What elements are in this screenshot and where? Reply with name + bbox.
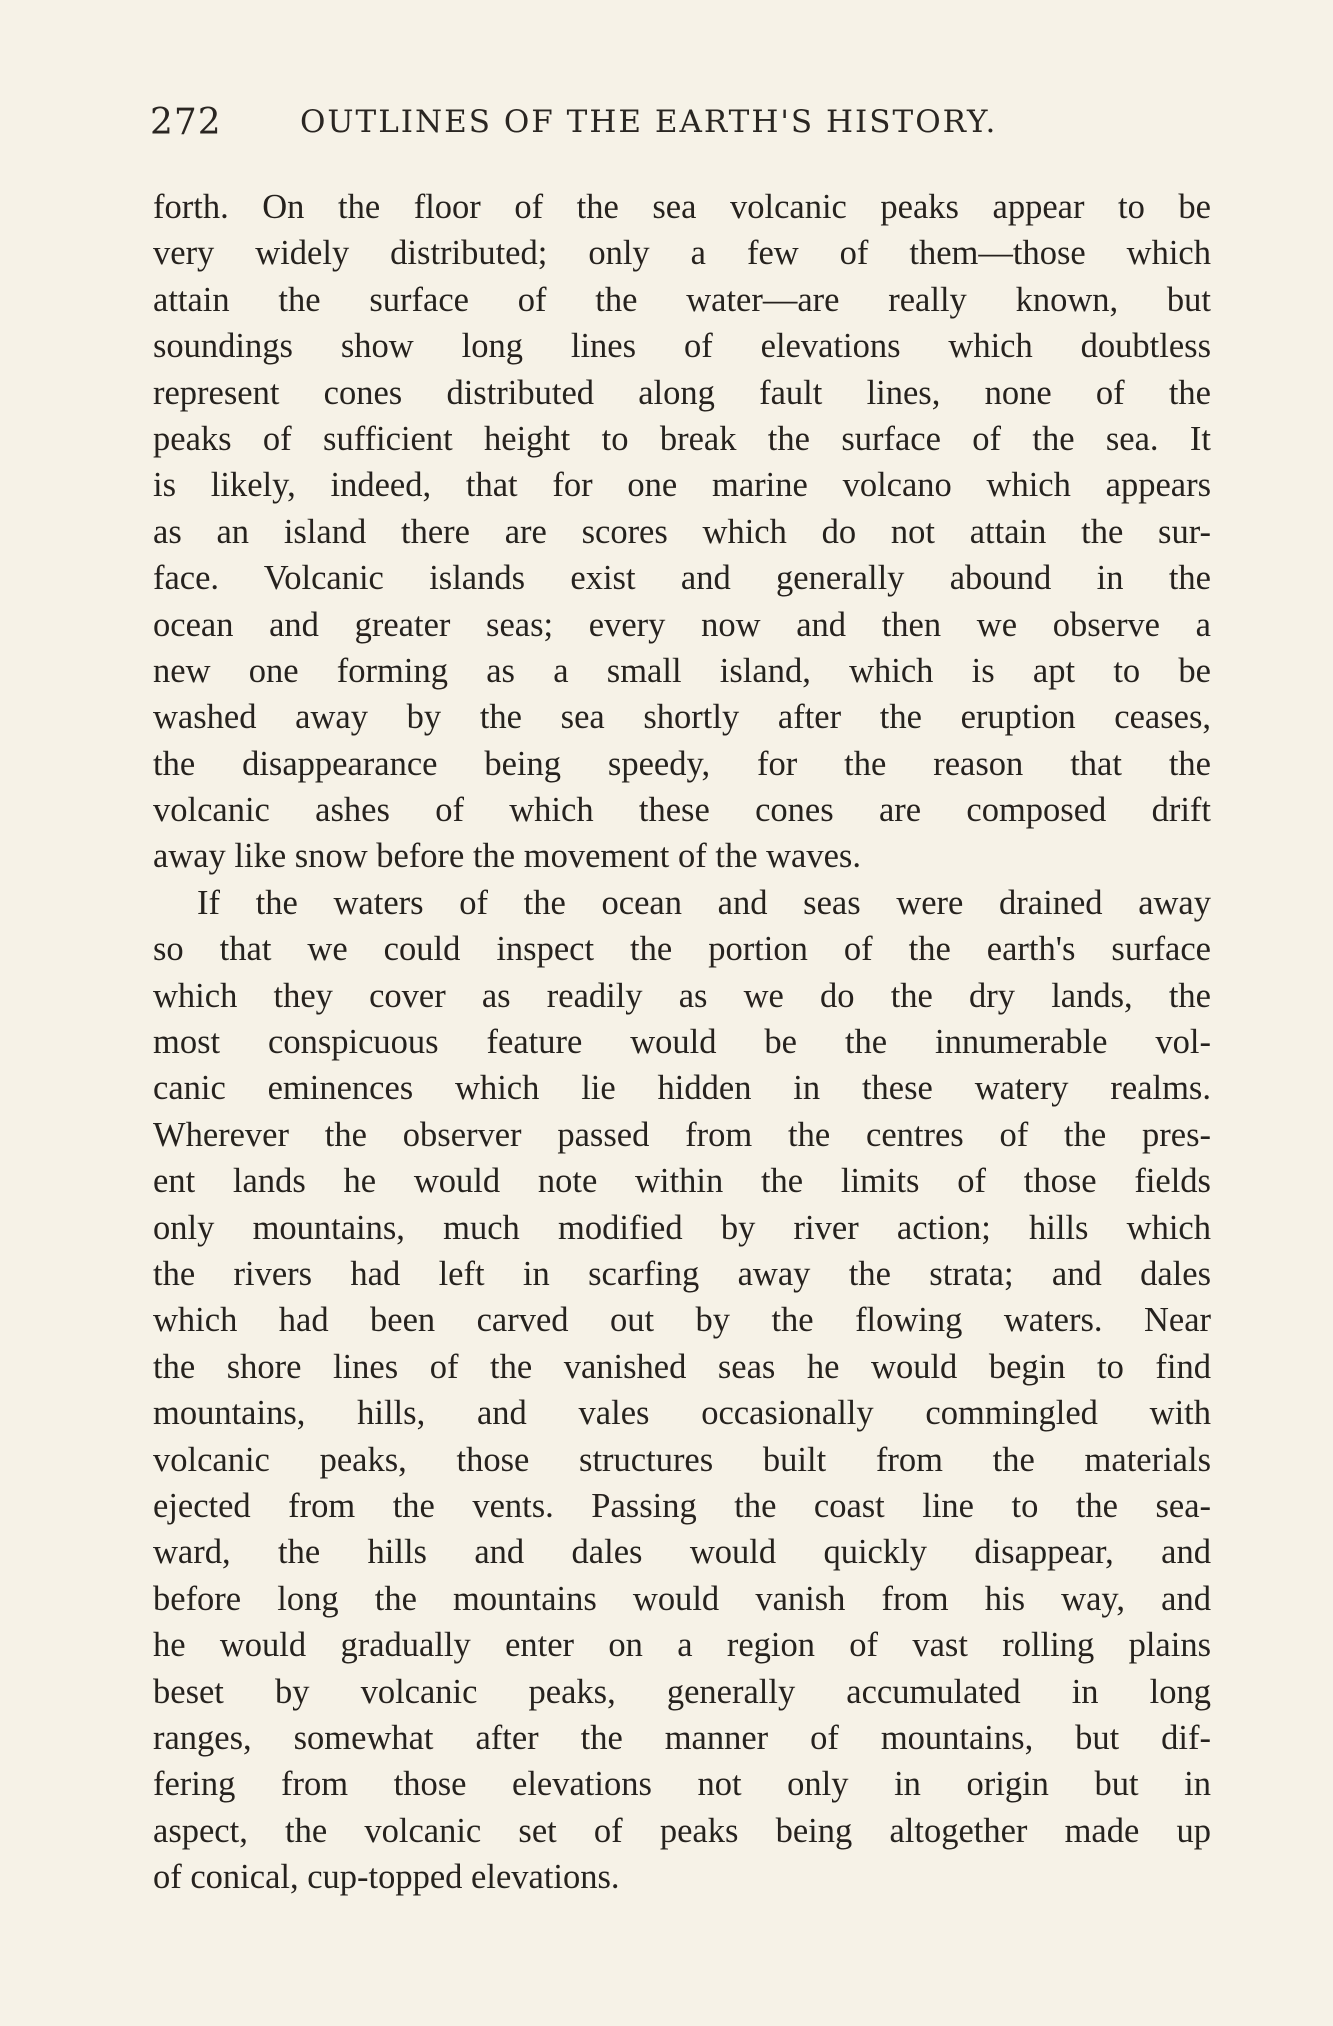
text-line: peaks of sufficient height to break the surface of the sea. It — [153, 419, 1211, 458]
page-header — [150, 96, 1210, 150]
text-line: washed away by the sea shortly after the eruption ceases, — [153, 698, 1211, 737]
text-line: beset by volcanic peaks, generally accumulated in long — [153, 1672, 1211, 1711]
text-line: Wherever the observer passed from the centres of the pres- — [153, 1115, 1211, 1154]
paragraph-1 — [153, 184, 1211, 880]
text-line: as an island there are scores which do not attain the sur- — [153, 512, 1211, 551]
text-line: fering from those elevations not only in origin but in — [153, 1765, 1211, 1804]
text-line: very widely distributed; only a few of them—those which — [153, 234, 1211, 273]
text-line: face. Volcanic islands exist and generally abound in the — [153, 559, 1211, 598]
paragraph-2 — [153, 880, 1211, 1901]
text-line: which had been carved out by the flowing waters. Near — [153, 1301, 1211, 1340]
text-line: ward, the hills and dales would quickly disappear, and — [153, 1533, 1211, 1572]
text-line: away like snow before the movement of the waves. — [153, 837, 861, 876]
running-head: OUTLINES OF THE EARTH'S HISTORY. — [300, 104, 998, 140]
text-line: new one forming as a small island, which is apt to be — [153, 651, 1211, 690]
text-line: the rivers had left in scarfing away the strata; and dales — [153, 1254, 1211, 1293]
text-line: soundings show long lines of elevations which doubtless — [153, 327, 1211, 366]
text-line: volcanic ashes of which these cones are composed drift — [153, 791, 1211, 830]
text-line: attain the surface of the water—are really known, but — [153, 280, 1211, 319]
text-line: the shore lines of the vanished seas he would begin to find — [153, 1347, 1211, 1386]
text-line: of conical, cup-topped elevations. — [153, 1858, 620, 1897]
text-line: mountains, hills, and vales occasionally commingled with — [153, 1394, 1211, 1433]
text-line: before long the mountains would vanish from his way, and — [153, 1579, 1211, 1618]
text-line: most conspicuous feature would be the innumerable vol- — [153, 1023, 1211, 1062]
text-line: If the waters of the ocean and seas were drained away — [197, 883, 1211, 922]
text-line: is likely, indeed, that for one marine volcano which appears — [153, 466, 1211, 505]
page-number: 272 — [150, 102, 222, 143]
text-line: he would gradually enter on a region of vast rolling plains — [153, 1626, 1211, 1665]
text-line: ocean and greater seas; every now and then we observe a — [153, 605, 1211, 644]
text-line: ent lands he would note within the limits of those fields — [153, 1162, 1211, 1201]
text-line: volcanic peaks, those structures built from the materials — [153, 1440, 1211, 1479]
text-line: only mountains, much modified by river action; hills which — [153, 1208, 1211, 1247]
text-line: ejected from the vents. Passing the coast line to the sea- — [153, 1486, 1211, 1525]
text-line: ranges, somewhat after the manner of mountains, but dif- — [153, 1718, 1211, 1757]
text-line: which they cover as readily as we do the dry lands, the — [153, 976, 1211, 1015]
text-line: the disappearance being speedy, for the reason that the — [153, 744, 1211, 783]
body-text — [153, 184, 1211, 1900]
text-line: aspect, the volcanic set of peaks being altogether made up — [153, 1811, 1211, 1850]
text-line: represent cones distributed along fault lines, none of the — [153, 373, 1211, 412]
text-line: so that we could inspect the portion of the earth's surface — [153, 930, 1211, 969]
text-line: forth. On the floor of the sea volcanic peaks appear to be — [153, 188, 1211, 226]
text-line: canic eminences which lie hidden in these watery realms. — [153, 1069, 1211, 1108]
